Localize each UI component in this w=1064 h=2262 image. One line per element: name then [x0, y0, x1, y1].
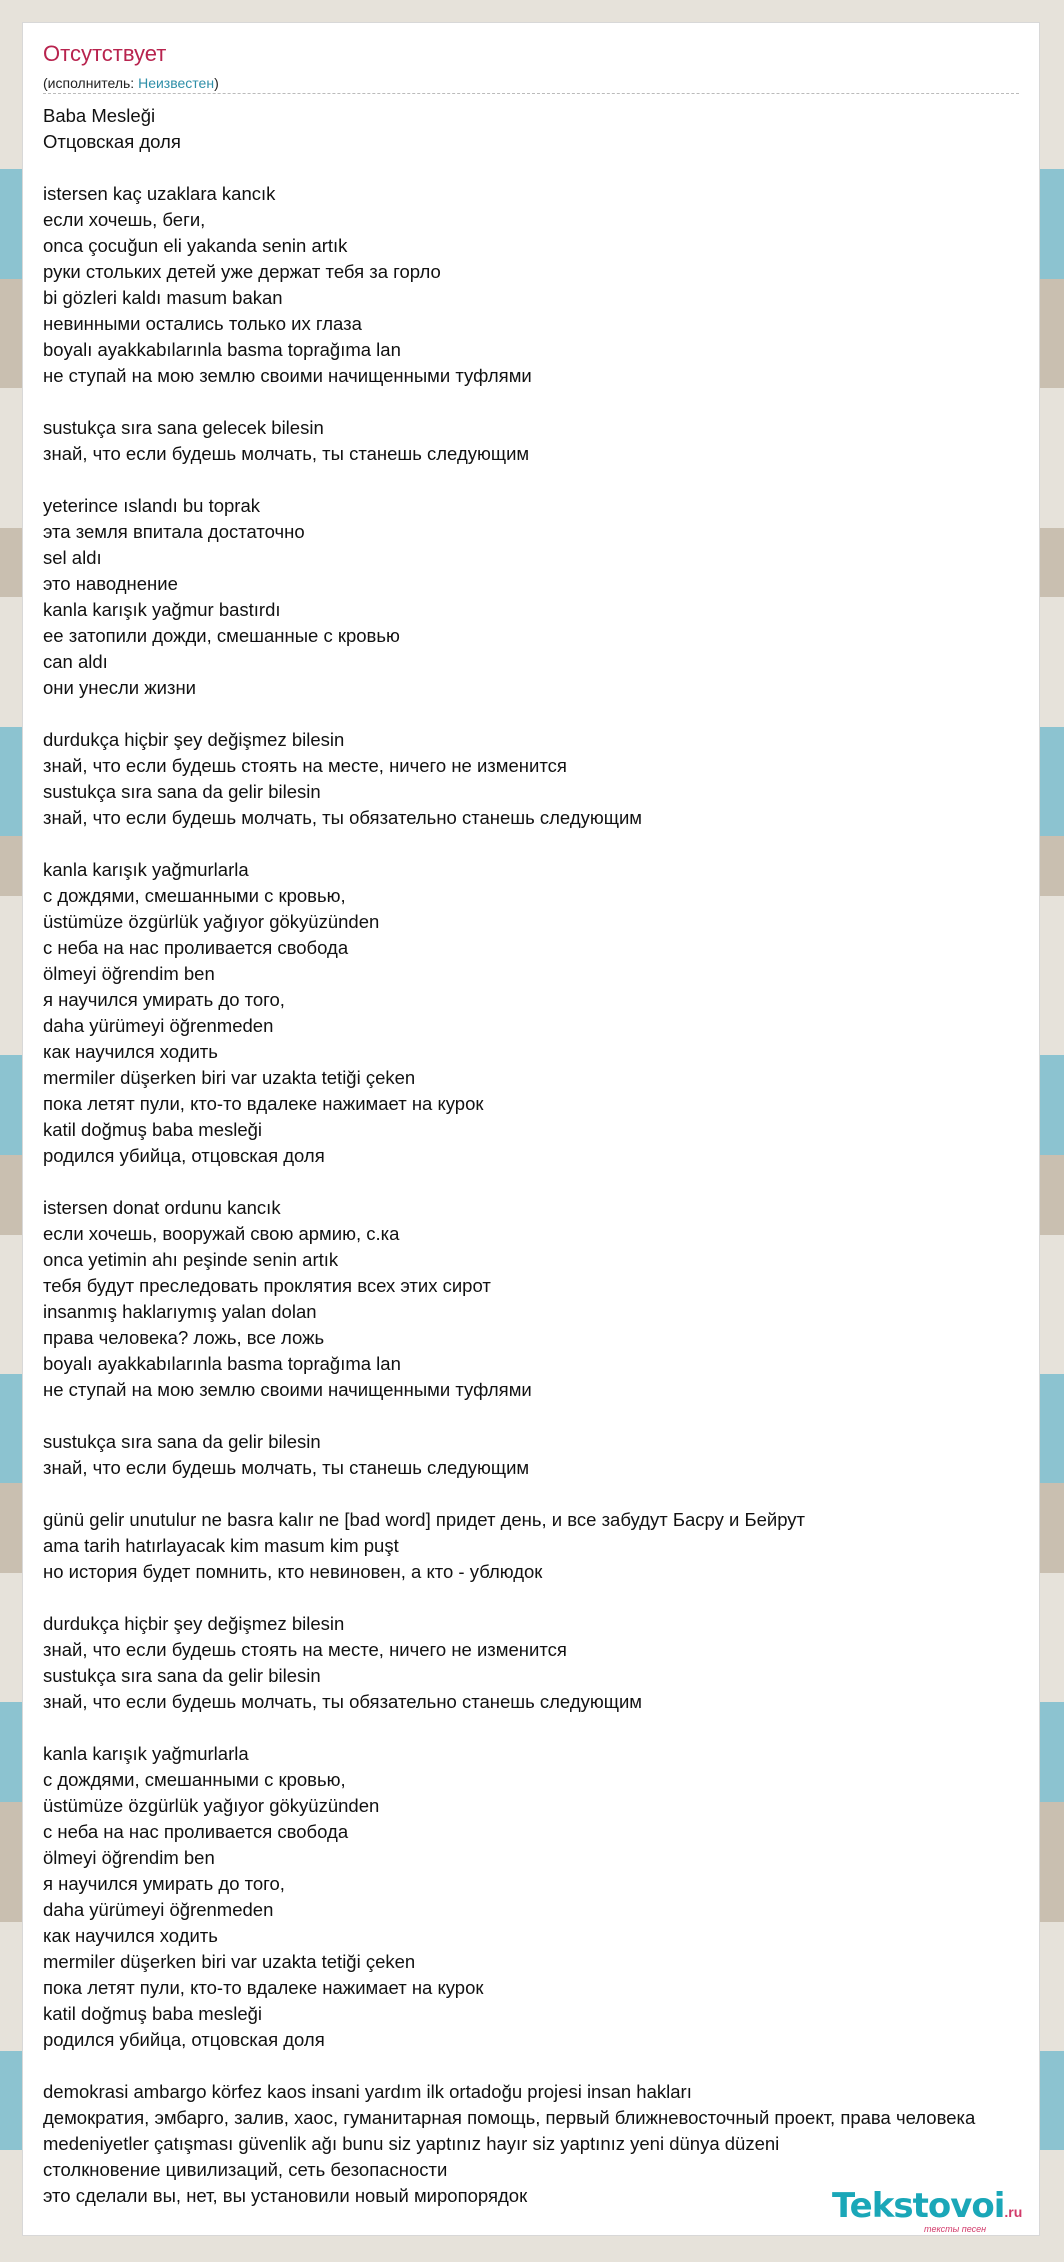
lyric-line: kanla karışık yağmur bastırdı	[43, 599, 281, 620]
lyric-line: как научился ходить	[43, 1041, 218, 1062]
lyric-line: katil doğmuş baba mesleği	[43, 1119, 263, 1140]
lyric-line: родился убийца, отцовская доля	[43, 1145, 325, 1166]
lyric-line: medeniyetler çatışması güvenlik ağı bunu siz yaptınız hayır siz yaptınız yeni dünya düzeni	[43, 2133, 780, 2154]
lyric-line: знай, что если будешь стоять на месте, ничего не изменится	[43, 755, 567, 776]
stanza-break	[43, 155, 1064, 181]
lyric-line: boyalı ayakkabılarınla basma toprağıma lan	[43, 339, 401, 360]
lyric-line: но история будет помнить, кто невиновен, а кто - ублюдок	[43, 1561, 543, 1582]
logo-tagline: тексты песен	[924, 2224, 987, 2234]
lyric-line: yeterince ıslandı bu toprak	[43, 495, 260, 516]
lyric-line: невинными остались только их глаза	[43, 313, 362, 334]
lyric-line: mermiler düşerken biri var uzakta tetiği çeken	[43, 1067, 416, 1088]
logo-brand: Tekstovoi	[832, 2186, 1005, 2226]
lyric-line: я научился умирать до того,	[43, 1873, 285, 1894]
lyric-line: эта земля впитала достаточно	[43, 521, 305, 542]
lyric-line: ama tarih hatırlayacak kim masum kim puşt	[43, 1535, 399, 1556]
header-divider	[43, 93, 1019, 94]
lyric-line: если хочешь, вооружай свою армию, с.ка	[43, 1223, 400, 1244]
lyric-line: знай, что если будешь молчать, ты станешь следующим	[43, 1457, 530, 1478]
lyric-line: Baba Mesleği	[43, 105, 156, 126]
stanza-break	[43, 467, 1064, 493]
lyric-line: daha yürümeyi öğrenmeden	[43, 1899, 274, 1920]
stanza-break	[43, 1715, 1064, 1741]
lyric-line: katil doğmuş baba mesleği	[43, 2003, 263, 2024]
lyric-line: durdukça hiçbir şey değişmez bilesin	[43, 729, 345, 750]
lyric-line: это наводнение	[43, 573, 178, 594]
song-title: Отсутствует	[43, 41, 167, 66]
lyric-line: istersen donat ordunu kancık	[43, 1197, 281, 1218]
lyrics-text	[43, 103, 1064, 2209]
lyric-line: istersen kaç uzaklara kancık	[43, 183, 276, 204]
lyric-line: demokrasi ambargo körfez kaos insani yardım ilk ortadoğu projesi insan hakları	[43, 2081, 692, 2102]
lyric-line: знай, что если будешь молчать, ты станешь следующим	[43, 443, 530, 464]
lyric-line: boyalı ayakkabılarınla basma toprağıma lan	[43, 1353, 401, 1374]
artist-suffix: )	[214, 75, 219, 91]
lyric-line: это сделали вы, нет, вы установили новый миропорядок	[43, 2185, 528, 2206]
lyric-line: kanla karışık yağmurlarla	[43, 1743, 249, 1764]
artist-line	[43, 75, 219, 91]
lyric-line: onca çocuğun eli yakanda senin artık	[43, 235, 348, 256]
lyric-line: sel aldı	[43, 547, 102, 568]
lyric-line: Отцовская доля	[43, 131, 181, 152]
lyric-line: пока летят пули, кто-то вдалеке нажимает на курок	[43, 1977, 484, 1998]
lyric-line: onca yetimin ahı peşinde senin artık	[43, 1249, 339, 1270]
lyric-line: с дождями, смешанными с кровью,	[43, 1769, 346, 1790]
artist-link[interactable]: Неизвестен	[138, 75, 215, 91]
lyric-line: durdukça hiçbir şey değişmez bilesin	[43, 1613, 345, 1634]
lyric-line: üstümüze özgürlük yağıyor gökyüzünden	[43, 1795, 380, 1816]
stanza-break	[43, 389, 1064, 415]
lyric-line: mermiler düşerken biri var uzakta tetiği çeken	[43, 1951, 416, 1972]
lyric-line: знай, что если будешь молчать, ты обязательно станешь следующим	[43, 1691, 643, 1712]
lyric-line: тебя будут преследовать проклятия всех этих сирот	[43, 1275, 491, 1296]
lyric-line: демократия, эмбарго, залив, хаос, гуманитарная помощь, первый ближневосточный проект, права человека	[43, 2107, 976, 2128]
stanza-break	[43, 701, 1064, 727]
lyric-line: знай, что если будешь молчать, ты обязательно станешь следующим	[43, 807, 643, 828]
stanza-break	[43, 1169, 1064, 1195]
lyric-line: права человека? ложь, все ложь	[43, 1327, 325, 1348]
stanza-break	[43, 2053, 1064, 2079]
lyric-line: с неба на нас проливается свобода	[43, 937, 349, 958]
site-logo[interactable]	[832, 2186, 1022, 2236]
lyric-line: sustukça sıra sana da gelir bilesin	[43, 1665, 321, 1686]
stanza-break	[43, 1481, 1064, 1507]
lyric-line: sustukça sıra sana da gelir bilesin	[43, 1431, 321, 1452]
lyric-line: родился убийца, отцовская доля	[43, 2029, 325, 2050]
lyric-line: ölmeyi öğrendim ben	[43, 963, 215, 984]
lyric-line: не ступай на мою землю своими начищенными туфлями	[43, 1379, 532, 1400]
lyric-line: ее затопили дожди, смешанные с кровью	[43, 625, 400, 646]
lyric-line: kanla karışık yağmurlarla	[43, 859, 249, 880]
lyric-line: insanmış haklarıymış yalan dolan	[43, 1301, 317, 1322]
stanza-break	[43, 831, 1064, 857]
stanza-break	[43, 1585, 1064, 1611]
lyric-line: sustukça sıra sana da gelir bilesin	[43, 781, 321, 802]
lyric-line: знай, что если будешь стоять на месте, ничего не изменится	[43, 1639, 567, 1660]
lyric-line: с неба на нас проливается свобода	[43, 1821, 349, 1842]
lyric-line: если хочешь, беги,	[43, 209, 206, 230]
lyric-line: sustukça sıra sana gelecek bilesin	[43, 417, 324, 438]
lyric-line: я научился умирать до того,	[43, 989, 285, 1010]
lyrics-card	[22, 22, 1040, 2236]
lyric-line: с дождями, смешанными с кровью,	[43, 885, 346, 906]
lyric-line: руки стольких детей уже держат тебя за горло	[43, 261, 441, 282]
lyric-line: bi gözleri kaldı masum bakan	[43, 287, 283, 308]
lyric-line: can aldı	[43, 651, 108, 672]
lyric-line: столкновение цивилизаций, сеть безопасности	[43, 2159, 448, 2180]
lyric-line: пока летят пули, кто-то вдалеке нажимает на курок	[43, 1093, 484, 1114]
lyric-line: daha yürümeyi öğrenmeden	[43, 1015, 274, 1036]
logo-tld: .ru	[1004, 2204, 1023, 2220]
lyric-line: üstümüze özgürlük yağıyor gökyüzünden	[43, 911, 380, 932]
lyric-line: ölmeyi öğrendim ben	[43, 1847, 215, 1868]
lyric-line: как научился ходить	[43, 1925, 218, 1946]
lyric-line: не ступай на мою землю своими начищенными туфлями	[43, 365, 532, 386]
stanza-break	[43, 1403, 1064, 1429]
lyric-line: они унесли жизни	[43, 677, 196, 698]
lyric-line: günü gelir unutulur ne basra kalır ne [bad word] придет день, и все забудут Басру и Бейрут	[43, 1509, 806, 1530]
artist-prefix: (исполнитель:	[43, 75, 139, 91]
